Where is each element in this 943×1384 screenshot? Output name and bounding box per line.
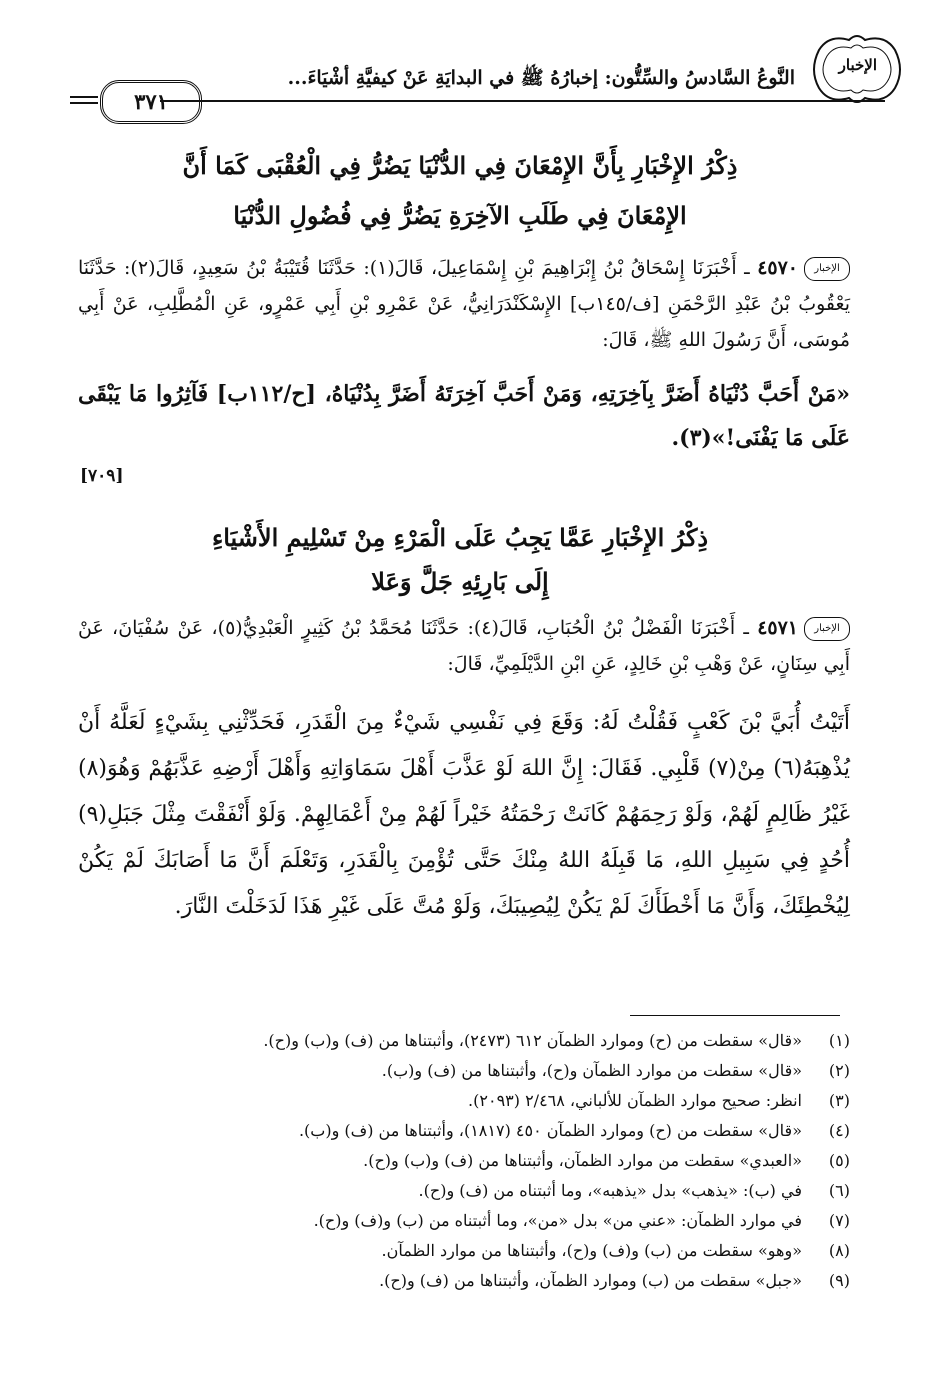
page-number: ٣٧١ — [100, 80, 202, 124]
hadith-4570-matn: «مَنْ أَحَبَّ دُنْيَاهُ أَضَرَّ بِآخِرَتِهِ، وَمَنْ أَحَبَّ آخِرَتَهُ أَضَرَّ بِدُنْيَاهُ، [ح/١١٢ب] فَآثِرُوا مَا يَبْقَى عَلَى مَا يَفْنَى!»(٣). — [78, 381, 850, 451]
section2-heading-line2: إِلَى بَارِئِهِ جَلَّ وَعَلا — [371, 567, 549, 596]
hadith-badge-icon: الإخبار — [804, 257, 850, 281]
footnote: (١) «قال» سقطت من (ح) وموارد الظمآن ٦١٢ (٢٤٧٣)، وأثبتناها من (ف) و(ب) و(ح). — [263, 1031, 850, 1050]
section1-heading-line2: الإِمْعَانَ فِي طَلَبِ الآخِرَةِ يَضُرُّ فِي فُضُولِ الدُّنْيَا — [233, 201, 687, 230]
header-rule — [160, 100, 885, 102]
isnad-text: ـ أَخْبَرَنَا إِسْحَاقُ بْنُ إِبْرَاهِيمَ بْنِ إِسْمَاعِيلَ، قَالَ(١): حَدَّثَنَا قُتَيْبَةُ بْنُ سَعِيدٍ، قَالَ(٢): حَدَّثَنَا يَعْقُوبُ بْنُ عَبْدِ الرَّحْمَنِ [ف/١٤٥ب] الإِسْكَنْدَرَانِيُّ، عَنْ عَمْرِو بْنِ أَبِي عَمْرٍو، عَنِ الْمُطَّلِبِ، عَنْ أَبِي مُوسَى، أَنَّ رَسُولَ اللهِ ﷺ، قَالَ: — [78, 257, 850, 351]
footnote-rule — [630, 1015, 840, 1016]
hadith-4571-matn: أَتَيْتُ أُبَيَّ بْنَ كَعْبٍ فَقُلْتُ لَهُ: وَقَعَ فِي نَفْسِي شَيْءٌ مِنَ الْقَدَرِ، فَحَدِّثْنِي بِشَيْءٍ لَعَلَّهُ أَنْ يُذْهِبَهُ(٦) مِنْ(٧) قَلْبِي. فَقَالَ: إِنَّ اللهَ لَوْ عَذَّبَ أَهْلَ سَمَاوَاتِهِ وَأَهْلَ أَرْضِهِ عَذَّبَهُمْ وَهُوَ(٨) غَيْرُ ظَالِمٍ لَهُمْ، وَلَوْ رَحِمَهُمْ كَانَتْ رَحْمَتُهُ خَيْراً لَهُمْ مِنْ أَعْمَالِهِمْ. وَلَوْ أَنْفَقْتَ مِثْلَ جَبَلِ(٩) أُحُدٍ فِي سَبِيلِ اللهِ، مَا قَبِلَهُ اللهُ مِنْكَ حَتَّى تُؤْمِنَ بِالْقَدَرِ، وَتَعْلَمَ أَنَّ مَا أَصَابَكَ لَمْ يَكُنْ لِيُخْطِئَكَ، وَأَنَّ مَا أَخْطَأَكَ لَمْ يَكُنْ لِيُصِيبَكَ، وَلَوْ مُتَّ عَلَى غَيْرِ هَذَا لَدَخَلْتَ النَّارَ. — [78, 710, 850, 919]
footnote: (٨) «وهو» سقطت من (ب) و(ف) و(ح)، وأثبتناها من موارد الظمآن. — [381, 1241, 850, 1260]
footnotes — [80, 1026, 850, 1296]
footnote: (٤) «قال» سقطت من (ح) وموارد الظمآن ٤٥٠ (١٨١٧)، وأثبتناها من (ف) و(ب). — [298, 1121, 850, 1140]
section1-heading-line1: ذِكْرُ الإِخْبَارِ بِأَنَّ الإِمْعَانَ فِي الدُّنْيَا يَضُرُّ فِي الْعُقْبَى كَمَا أَنَّ — [182, 151, 738, 180]
header-badge-label: الإخبار — [838, 56, 877, 74]
header-rule-left-top — [70, 96, 98, 98]
hadith-badge-icon: الإخبار — [804, 617, 850, 641]
hadith-number: ٤٥٧٠ — [757, 257, 799, 279]
footnote: (٦) في (ب): «يذهب» بدل «يذهبه»، وما أثبتناه من (ف) و(ح). — [418, 1181, 850, 1200]
footnote: (٩) «جبل» سقطت من (ب) وموارد الظمآن، وأثبتناها من (ف) و(ح). — [379, 1271, 850, 1290]
hadith-4571-isnad — [78, 610, 850, 682]
footnote: (٣) انظر: صحيح موارد الظمآن للألباني، ٢/٤٦٨ (٢٠٩٣). — [468, 1091, 850, 1110]
footnote: (٧) في موارد الظمآن: «عني من» بدل «من»، وما أثبتناه من (ب) و(ف) و(ح). — [313, 1211, 850, 1230]
page-header — [70, 30, 885, 118]
footnote: (٢) «قال» سقطت من موارد الظمآن و(ح)، وأثبتناها من (ف) و(ب). — [381, 1061, 850, 1080]
hadith-4570-reference: [٧٠٩] — [80, 466, 124, 486]
section2-heading-line1: ذِكْرُ الإِخْبَارِ عَمَّا يَجِبُ عَلَى الْمَرْءِ مِنْ تَسْلِيمِ الأَشْيَاءِ — [211, 523, 709, 552]
header-rule-left-bottom — [70, 102, 98, 104]
footnote: (٥) «العبدي» سقطت من موارد الظمآن، وأثبتناها من (ف) و(ب) و(ح). — [363, 1151, 850, 1170]
hadith-number: ٤٥٧١ — [757, 617, 799, 639]
running-title: النَّوعُ السَّادسُ والسِّتُّون: إخبارُهُ ﷺ في البدايَةِ عَنْ كيفيَّةِ أشْيَاءَ... — [287, 67, 795, 89]
isnad-text: ـ أَخْبَرَنَا الْفَضْلُ بْنُ الْحُبَابِ، قَالَ(٤): حَدَّثَنَا مُحَمَّدُ بْنُ كَثِيرٍ الْعَبْدِيُّ(٥)، عَنْ سُفْيَانَ، عَنْ أَبِي سِنَانٍ، عَنْ وَهْبِ بْنِ خَالِدٍ، عَنِ ابْنِ الدَّيْلَمِيِّ، قَالَ: — [78, 617, 850, 675]
hadith-4570-isnad — [78, 250, 850, 358]
